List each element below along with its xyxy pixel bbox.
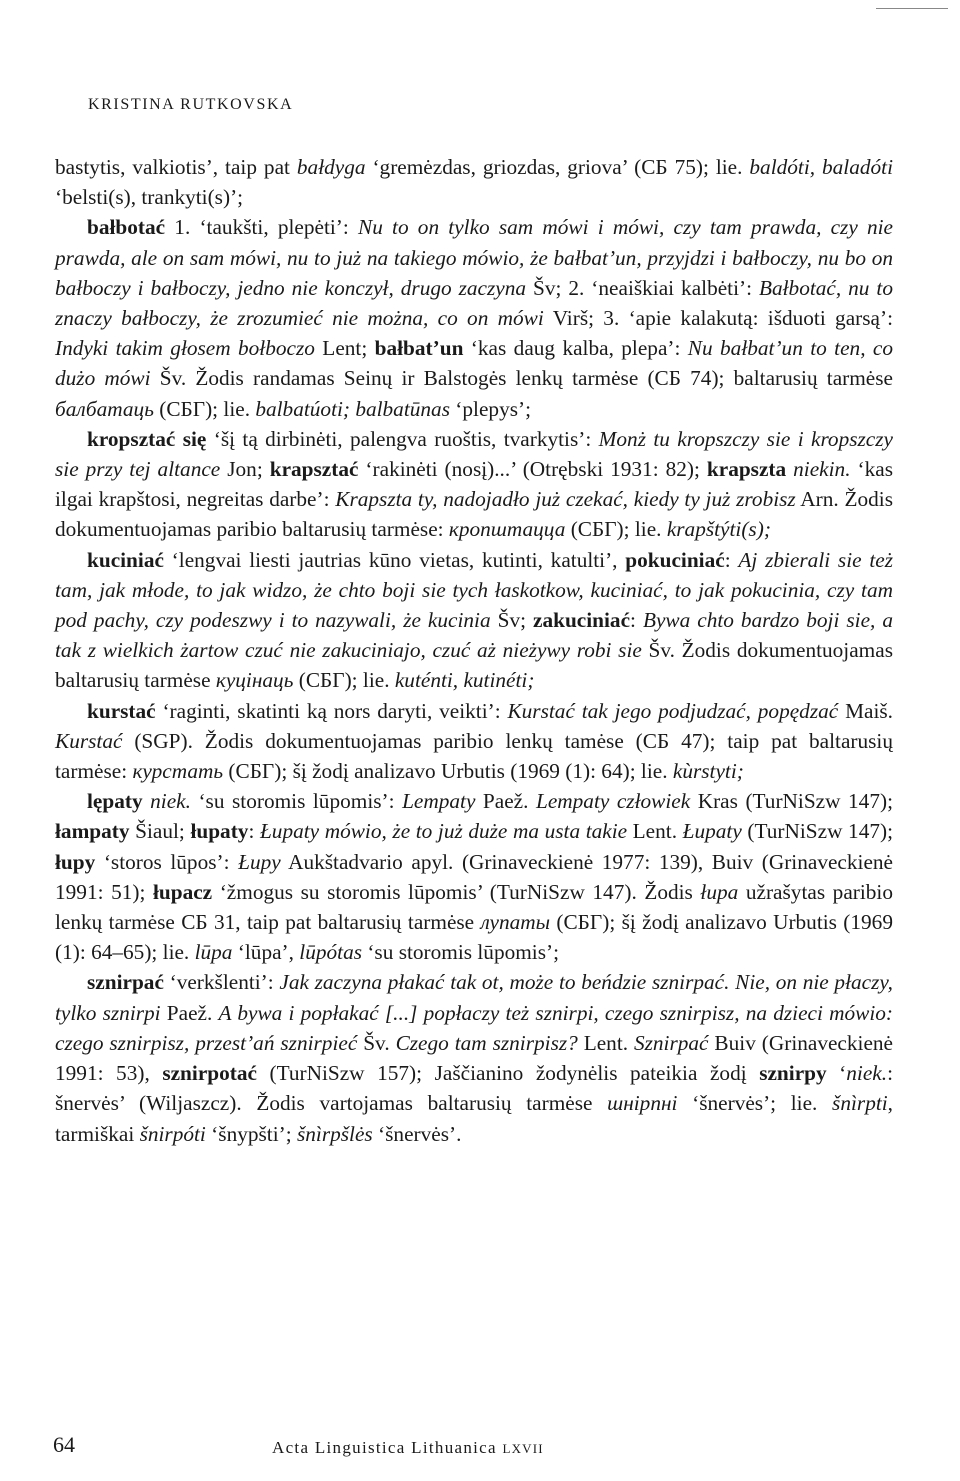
- body-text-run: Šv; 2. ‘neaiškiai kalbėti’:: [526, 275, 759, 300]
- body-text-run: ‘kas daug kalba, plepa’:: [463, 336, 688, 361]
- body-text-run: (СБГ); lie.: [153, 396, 256, 421]
- body-text-run: Buiv (Grinaveckienė 1991: 53),: [55, 1030, 894, 1086]
- example-text: Bałbotać, nu to znaczy bałboczy, że zrozumieć nie można, co on mówi: [55, 275, 893, 331]
- body-text-run: užrašytas paribio lenkų tarmėse СБ 31, taip pat baltarusių tarmėse: [55, 879, 893, 935]
- example-text: niekin.: [793, 457, 851, 482]
- body-text-run: Šv. Žodis dokumentuojamas baltarusių tarmėse: [55, 638, 893, 693]
- body-text-run: Arn. Žodis dokumentuojamas paribio baltarusių tarmėse:: [55, 487, 893, 542]
- body-text-run: Paež.: [475, 789, 536, 814]
- body-text-run: ‘žmogus su storomis lūpomis’ (TurNiSzw 147). Žodis: [212, 879, 701, 904]
- example-text: šnirpóti: [139, 1121, 206, 1146]
- example-text: Nu bałbat’un to ten, co dużo mówi: [55, 336, 894, 391]
- body-text-run: ‘šnervės’.: [372, 1121, 462, 1146]
- paragraph: [55, 786, 893, 967]
- body-text-run: Šv;: [490, 608, 533, 633]
- headword: zakuciniać: [533, 608, 631, 633]
- example-text: šnìrpti: [832, 1091, 888, 1116]
- body-text-run: Lent.: [627, 819, 683, 844]
- example-text: lūpa: [194, 940, 233, 965]
- body-text-run: ‘plepys’;: [449, 396, 532, 421]
- example-text: Jak zaczyna płakać tak ot, może to beńdzie sznirpać. Nie, on nie płaczy, tylko sznirpi: [55, 970, 893, 1025]
- body-text-run: Šv. Žodis randamas Seinų ir Balstogės lenkų tarmėse (СБ 74); baltarusių tarmėse: [150, 366, 893, 391]
- body-text-run: ‘: [826, 1061, 847, 1086]
- body-text-run: ‘storos lūpos’:: [95, 849, 239, 874]
- body-text-run: (SGP). Žodis dokumentuojamas paribio lenkų tamėse (СБ 47); taip pat baltarusių tarmėse:: [55, 728, 893, 784]
- paragraph: [55, 424, 893, 545]
- example-text: Indyki takim głosem bołboczo: [55, 336, 315, 361]
- body-text-run: ‘kas ilgai krapštosi, negreitas darbe’:: [55, 457, 893, 512]
- headword: krapszta: [706, 457, 787, 482]
- body-text-run: Virš; 3. ‘apie kalakutą: išduoti garsą’:: [543, 306, 893, 331]
- top-rule: [876, 8, 948, 9]
- headword: sznirpy: [759, 1061, 827, 1086]
- example-text: Monż tu kropszczy sie i kropszczy sie przy tej altance: [55, 426, 894, 482]
- headword: sznirpać: [87, 970, 164, 995]
- paragraph: [55, 967, 893, 1148]
- headword: kropsztać się: [87, 426, 207, 451]
- example-text: Czego tam sznirpisz?: [395, 1030, 578, 1055]
- body-text-run: :: [248, 819, 260, 844]
- journal-volume: LXVII: [502, 1441, 544, 1456]
- example-text: Łupaty mówio, że to już duże ma usta takie: [259, 819, 628, 844]
- example-text: Lempaty: [402, 789, 476, 814]
- body-text-run: Lent;: [314, 336, 375, 361]
- body-text-run: (TurNiSzw 147);: [741, 819, 893, 844]
- paragraph: [55, 212, 893, 423]
- body-text-run: Aukštadvario apyl. (Grinaveckienė 1977: 139), Buiv (Grinaveckienė 1991: 51);: [55, 849, 893, 904]
- example-text: Kurstać: [55, 728, 123, 753]
- headword: krapsztać: [269, 457, 359, 482]
- example-text: kùrstyti;: [672, 759, 744, 784]
- body-text-run: Jon;: [220, 457, 270, 482]
- paragraph: [55, 545, 893, 696]
- paragraph: [55, 696, 893, 787]
- body-text-run: [143, 789, 151, 813]
- headword: łupaty: [190, 819, 249, 844]
- example-text: Krapszta ty, nadojadło już czekać, kiedy ty już zrobisz: [335, 487, 796, 512]
- body-text-run: Paež.: [160, 1000, 219, 1025]
- body-text-run: :: [724, 547, 739, 572]
- example-text: bałdyga: [296, 155, 366, 179]
- example-text: Aj zbierali sie też tam, jak młode, to jak widzo, że chto boji sie tych łaskotkow, kuciniać, to jak pokucinia, czy tam pod pachy, czy podeszwy i to nazywali, że kucinia: [55, 547, 894, 633]
- headword: łupy: [55, 849, 96, 874]
- body-text-run: ‘su storomis lūpomis’;: [362, 940, 560, 965]
- body-text-run: Šiaul;: [129, 819, 191, 844]
- example-text: kuténti, kutinéti;: [394, 668, 535, 693]
- headword: bałbat’un: [374, 336, 464, 361]
- body-text-run: bastytis, valkiotis’, taip pat: [55, 155, 297, 179]
- journal-title: [272, 1438, 544, 1458]
- example-text: šnìrpšlės: [296, 1121, 373, 1146]
- running-title: KRISTINA RUTKOVSKA: [88, 96, 294, 113]
- body-text-run: ‘lūpa’,: [232, 940, 300, 965]
- example-text: балбатаць: [55, 396, 154, 421]
- headword: bałbotać: [87, 215, 166, 240]
- headword: łupacz: [152, 879, 213, 904]
- body-text-run: ‘šnervės’; lie.: [677, 1091, 833, 1116]
- body-text-run: (СБГ); šį žodį analizavo Urbutis (1969 (1): 64); lie.: [223, 759, 673, 784]
- body-text-run: :: [630, 608, 643, 633]
- example-text: baldóti, baladóti: [749, 155, 893, 179]
- example-text: niek.: [150, 789, 191, 814]
- example-text: Lempaty człowiek: [535, 789, 691, 814]
- example-text: лупаты: [480, 910, 551, 935]
- headword: sznirpotać: [162, 1061, 257, 1086]
- headword: kurstać: [87, 698, 156, 723]
- headword: lępaty: [87, 789, 143, 814]
- body-text-run: ‘raginti, skatinti ką nors daryti, veikti’:: [155, 698, 508, 723]
- page-footer: [0, 1432, 960, 1472]
- example-text: куцінаць: [215, 668, 294, 693]
- example-text: krapštýti(s);: [666, 517, 771, 542]
- example-text: Łupaty: [682, 819, 742, 844]
- body-text-run: ‘gremėzdas, griozdas, griova’ (СБ 75); lie.: [365, 155, 750, 179]
- article-body: [55, 152, 893, 1149]
- body-text-run: ‘lengvai liesti jautrias kūno vietas, kutinti, katulti’,: [163, 547, 626, 572]
- example-text: кропштацца: [448, 517, 566, 542]
- headword: pokuciniać: [625, 547, 725, 572]
- example-text: balbatúoti; balbatūnas: [255, 396, 450, 421]
- example-text: курстать: [132, 759, 224, 784]
- example-text: łupa: [700, 879, 739, 904]
- example-text: A bywa i popłakać [...] popłaczy też sznirpi, czego sznirpisz, na dzieci mówio: czego sznirpisz, przest’ań sznirpieć: [55, 1000, 893, 1055]
- example-text: шнiрпнi: [607, 1091, 678, 1116]
- body-text-run: ‘su storomis lūpomis’:: [190, 789, 403, 814]
- running-header: [88, 96, 960, 114]
- body-text-run: : šnervės’ (Wiljaszcz). Žodis vartojamas baltarusių tarmėse: [55, 1061, 893, 1116]
- body-text-run: Kras (TurNiSzw 147);: [690, 789, 893, 814]
- headword: łampaty: [55, 819, 130, 844]
- headword: kuciniać: [87, 547, 164, 572]
- journal-name: Acta Linguistica Lithuanica: [272, 1438, 497, 1457]
- example-text: lūpótas: [299, 940, 363, 965]
- body-text-run: Maiš.: [838, 698, 893, 723]
- body-text-run: (СБГ); šį žodį analizavo Urbutis (1969 (1): 64–65); lie.: [55, 910, 893, 965]
- body-text-run: Šv.: [357, 1030, 396, 1055]
- body-text-run: , tarmiškai: [55, 1091, 893, 1146]
- body-text-run: 1. ‘taukšti, plepėti’:: [165, 215, 359, 240]
- paragraph: [55, 152, 893, 212]
- body-text-run: ‘šį tą dirbinėti, palengva ruoštis, tvarkytis’:: [206, 426, 599, 451]
- body-text-run: (СБГ); lie.: [293, 668, 395, 693]
- body-text-run: (TurNiSzw 157); Jaščianino žodynėlis pateikia žodį: [256, 1061, 760, 1086]
- page-number: 64: [53, 1432, 75, 1457]
- body-text-run: (СБГ); lie.: [565, 517, 667, 542]
- example-text: Łupy: [238, 849, 281, 874]
- body-text-run: ‘rakinėti (nosį)...’ (Otrębski 1931: 82);: [358, 457, 707, 482]
- example-text: Sznirpać: [633, 1030, 709, 1055]
- example-text: niek.: [846, 1061, 888, 1086]
- example-text: Bywa chto bardzo boji sie, a tak z wielkich żartow czuć nie zakuciniajo, czuć aż nieżywy robi sie: [55, 608, 893, 663]
- example-text: Nu to on tylko sam mówi i mówi, czy tam prawda, czy nie prawda, ale on sam mówi, nu to już na takiego mówio, że bałbat’un, przyjdzi i bałboczy, nu bo on bałboczy i bałboczy, jedno nie konczył, drugo zaczyna: [55, 215, 893, 300]
- body-text-run: ‘šnypšti’;: [205, 1121, 297, 1146]
- example-text: Kurstać tak jego podjudzać, popędzać: [507, 698, 839, 723]
- body-text-run: Lent.: [577, 1030, 634, 1055]
- body-text-run: ‘belsti(s), trankyti(s)’;: [55, 185, 244, 210]
- body-text-run: ‘verkšlenti’:: [163, 970, 280, 995]
